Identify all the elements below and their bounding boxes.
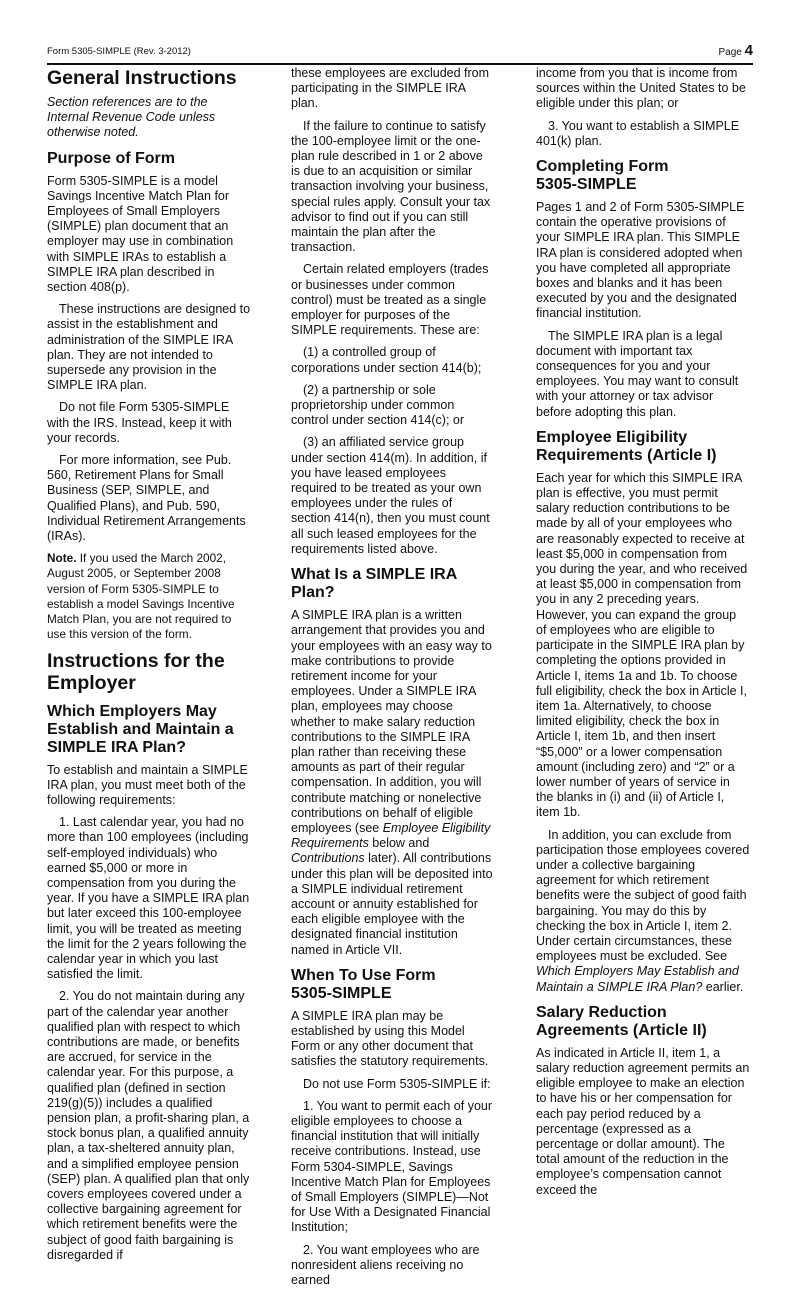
heading-eligibility: Employee Eligibility Requirements (Article I) — [536, 428, 717, 464]
heading-which-employers: Which Employers May Establish and Maintain a SIMPLE IRA Plan? — [47, 702, 234, 756]
paragraph: 2. You want employees who are nonresident aliens receiving no earned — [291, 1242, 480, 1288]
paragraph: Form 5305-SIMPLE is a model Savings Incentive Match Plan for Employees of Small Employers (SIMPLE) plan document that an employer may use in combination with SIMPLE IRAs to establish a SIMPLE IRA plan described in section 408(p). — [47, 173, 234, 295]
paragraph: The SIMPLE IRA plan is a legal document with important tax consequences for you and your employees. You may want to consult with your attorney or tax advisor before adopting this plan. — [536, 328, 739, 419]
paragraph: (2) a partnership or sole proprietorship under common control under section 414(c); or — [291, 382, 465, 428]
paragraph: These instructions are designed to assist in the establishment and administration of the SIMPLE IRA plan. They are not intended to supersede any provision in the SIMPLE IRA plan. — [47, 302, 251, 393]
heading-completing: Completing Form 5305-SIMPLE — [536, 158, 669, 194]
paragraph: Do not file Form 5305-SIMPLE with the IRS. Instead, keep it with your records. — [47, 400, 232, 445]
paragraph: Pages 1 and 2 of Form 5305-SIMPLE contain the operative provisions of your SIMPLE IRA plan. This SIMPLE IRA plan is considered adopted when you have completed all appropriate boxes and blanks and it has been executed by you and the designated financial institution. — [536, 200, 745, 321]
note: Note. If you used the March 2002, August 2005, or September 2008 version of Form 5305-SIMPLE to establish a model Savings Incentive Match Plan, you are not required to use this version of the form. — [47, 551, 235, 642]
paragraph: income from you that is income from sources within the United States to be eligible under this plan; or — [536, 66, 746, 111]
paragraph: For more information, see Pub. 560, Retirement Plans for Small Business (SEP, SIMPLE, and Qualified Plans), and Pub. 590, Individual Retirement Arrangements (IRAs). — [47, 453, 246, 544]
heading-purpose: Purpose of Form — [47, 149, 176, 167]
paragraph: In addition, you can exclude from participation those employees covered under a collective bargaining agreement for which retirement benefits were the subject of good faith bargaining. You may do this by checking the box in Article I, item 2. Under certain circumstances, these employees must be excluded. See Which Employers May Establish and Maintain a SIMPLE IRA Plan? earlier. — [536, 827, 750, 994]
page-number: Page 4 — [718, 42, 753, 59]
paragraph: 2. You do not maintain during any part of the calendar year another qualified plan with respect to which contributions are made, or benefits are accrued, for service in the calendar year. For this purpose, a qualified plan (defined in section 219(g)(5)) includes a qualified pension plan, a profit-sharing plan, a stock bonus plan, a qualified annuity plan, a tax-sheltered annuity plan, and a simplified employee pension (SEP) plan. A qualified plan that only covers employees covered under a collective bargaining agreement for which retirement benefits were the subject of good faith bargaining is disregarded if — [47, 989, 250, 1262]
paragraph: Certain related employers (trades or businesses under common control) must be treated as a single employer for purposes of the SIMPLE requirements. These are: — [291, 262, 489, 338]
paragraph: To establish and maintain a SIMPLE IRA plan, you must meet both of the following requirements: — [47, 762, 248, 807]
heading-general-instructions: General Instructions — [47, 67, 237, 89]
paragraph: 3. You want to establish a SIMPLE 401(k) plan. — [536, 118, 740, 148]
paragraph: 1. Last calendar year, you had no more than 100 employees (including self-employed individuals) who earned $5,000 or more in compensation from you during the year. If you have a SIMPLE IRA plan but later exceed this 100-employee limit, you will be treated as meeting the limit for the 2 years following the calendar year in which you last satisfied the limit. — [47, 815, 250, 982]
paragraph: A SIMPLE IRA plan is a written arrangement that provides you and your employees with an easy way to make contributions to provide retirement income for your employees. Under a SIMPLE IRA plan, employees may choose whether to make salary reduction contributions to the SIMPLE IRA plan rather than receiving these amounts as part of their regular compensation. In addition, you will contribute matching or nonelective contributions on behalf of eligible employees (see Employee Eligibility Requirements below and Contributions later). All contributions under this plan will be deposited into a SIMPLE individual retirement account or annuity established for each eligible employee with the designated financial institution named in Article VII. — [291, 608, 493, 957]
page-header — [47, 42, 753, 62]
column-3 — [536, 66, 750, 1205]
paragraph: (3) an affiliated service group under section 414(m). In addition, if you have leased employees required to be treated as your own employees under the rules of section 414(n), then you must count all such leased employees for the requirements listed above. — [291, 435, 490, 556]
heading-instructions-employer: Instructions for the Employer — [47, 649, 225, 694]
paragraph: 1. You want to permit each of your eligible employees to choose a financial institution that will initially receive contributions. Instead, use Form 5304-SIMPLE, Savings Incentive Match Plan for Employees of Small Employers (SIMPLE)—Not for Use With a Designated Financial Institution; — [291, 1098, 493, 1235]
paragraph: As indicated in Article II, item 1, a salary reduction agreement permits an eligible employee to make an election to have his or her compensation for each pay period reduced by a percentage (expressed as a percentage or dollar amount). The total amount of the reduction in the employee’s compensation cannot exceed the — [536, 1045, 750, 1197]
column-1 — [47, 66, 251, 1270]
form-revision: Form 5305-SIMPLE (Rev. 3-2012) — [47, 46, 191, 57]
header-rule — [47, 63, 753, 65]
heading-what-is: What Is a SIMPLE IRA Plan? — [291, 566, 457, 602]
paragraph: (1) a controlled group of corporations under section 414(b); — [291, 345, 482, 375]
heading-salary-reduction: Salary Reduction Agreements (Article II) — [536, 1003, 707, 1039]
paragraph: Each year for which this SIMPLE IRA plan is effective, you must permit salary reduction contributions to be made by all of your employees who are reasonably expected to receive at least $5,000 in compensation from you during the year, and who received at least $5,000 in compensation from you in any 2 preceding years. However, you can expand the group of employees who are eligible to participate in the SIMPLE IRA plan by completing the options provided in Article I, items 1a and 1b. To choose full eligibility, check the box in Article I, item 1a. Alternatively, to choose limited eligibility, check the box in Article I, item 1b, and then insert “$5,000” or a lower compensation amount (including zero) and “2” or a lower number of years of service in the blanks in (i) and (ii) of Article I, item 1b. — [536, 470, 748, 820]
paragraph: A SIMPLE IRA plan may be established by using this Model Form or any other document that satisfies the statutory requirements. — [291, 1008, 489, 1069]
paragraph: Do not use Form 5305-SIMPLE if: — [303, 1076, 491, 1091]
paragraph: these employees are excluded from participating in the SIMPLE IRA plan. — [291, 66, 490, 111]
column-2 — [291, 66, 495, 1295]
paragraph: If the failure to continue to satisfy the 100-employee limit or the one-plan rule described in 1 or 2 above is due to an acquisition or similar transaction involving your business, special rules apply. Consult your tax advisor to find out if you can still maintain the plan after the transaction. — [291, 118, 491, 255]
section-references: Section references are to the Internal Revenue Code unless otherwise noted. — [47, 95, 216, 140]
heading-when-to-use: When To Use Form 5305-SIMPLE — [291, 966, 436, 1002]
